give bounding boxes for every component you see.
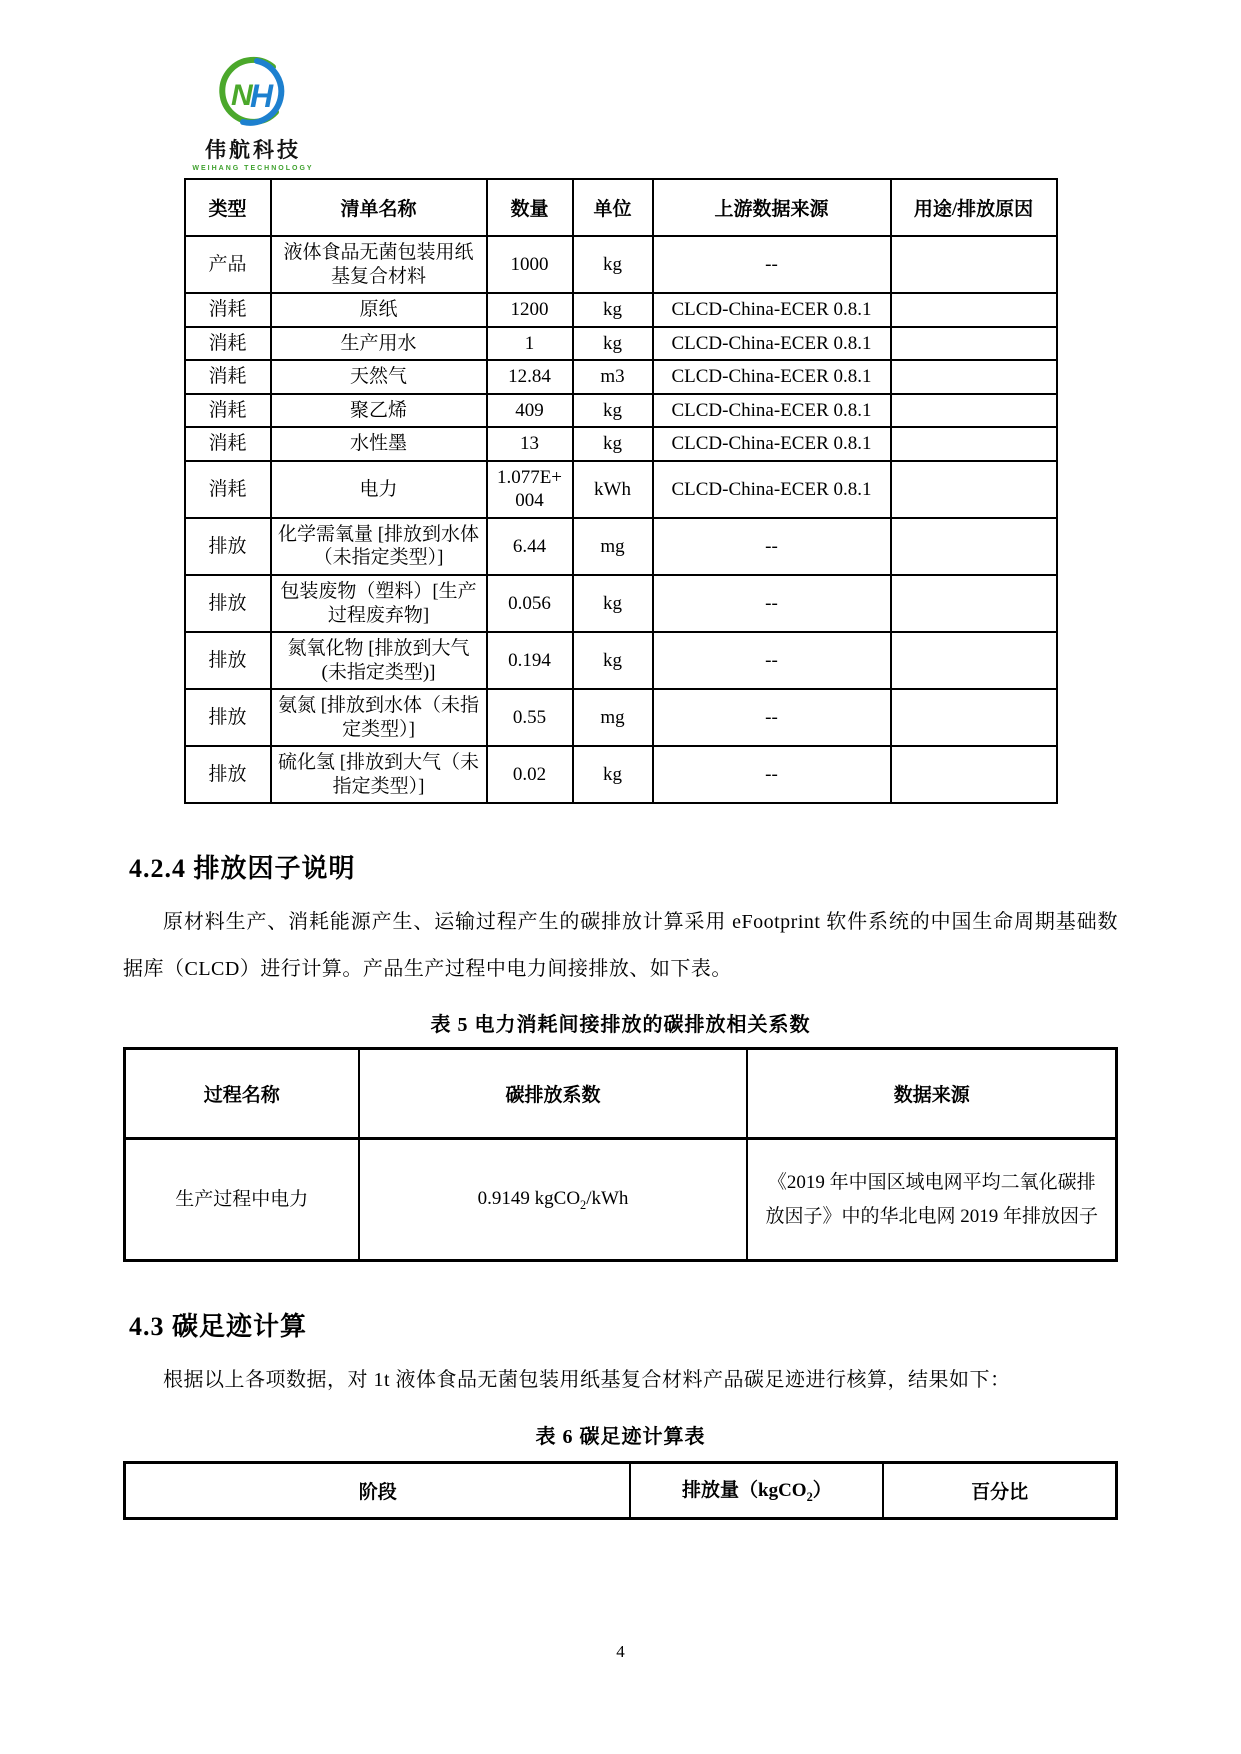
- cell-name: 包装废物（塑料）[生产过程废弃物]: [271, 575, 487, 632]
- cell-unit: mg: [573, 518, 653, 575]
- cell-unit: kg: [573, 394, 653, 428]
- inventory-header-row: [185, 179, 1057, 236]
- cell-name: 电力: [271, 461, 487, 518]
- cell-name: 天然气: [271, 360, 487, 394]
- col-header-stage: 阶段: [125, 1462, 631, 1518]
- col-header-purpose: 用途/排放原因: [891, 179, 1057, 236]
- cell-unit: kg: [573, 575, 653, 632]
- table-row: [185, 746, 1057, 803]
- table-row: [185, 689, 1057, 746]
- cell-qty: 0.02: [487, 746, 573, 803]
- cell-type: 消耗: [185, 360, 271, 394]
- cell-type: 产品: [185, 236, 271, 293]
- table-row: [185, 394, 1057, 428]
- cell-source: --: [653, 689, 891, 746]
- factor-unit: /kWh: [586, 1188, 629, 1210]
- col-header-emission: [630, 1462, 883, 1518]
- inventory-table: [184, 178, 1058, 804]
- cell-name: 原纸: [271, 293, 487, 327]
- cell-process: 生产过程中电力: [125, 1139, 359, 1261]
- table-row: [185, 293, 1057, 327]
- cell-name: 硫化氢 [排放到大气（未指定类型）]: [271, 746, 487, 803]
- cell-source: CLCD-China-ECER 0.8.1: [653, 327, 891, 361]
- cell-purpose: [891, 632, 1057, 689]
- cell-source: CLCD-China-ECER 0.8.1: [653, 427, 891, 461]
- col-header-process: 过程名称: [125, 1049, 359, 1139]
- company-name-cn: 伟航科技: [205, 139, 301, 162]
- table-row: [185, 360, 1057, 394]
- cell-type: 排放: [185, 518, 271, 575]
- cell-qty: 0.056: [487, 575, 573, 632]
- cell-type: 消耗: [185, 394, 271, 428]
- cell-name: 氮氧化物 [排放到大气(未指定类型)]: [271, 632, 487, 689]
- cell-type: 消耗: [185, 427, 271, 461]
- cell-unit: kg: [573, 427, 653, 461]
- cell-unit: kg: [573, 632, 653, 689]
- table-row: [185, 518, 1057, 575]
- cell-qty: 0.55: [487, 689, 573, 746]
- col-header-name: 清单名称: [271, 179, 487, 236]
- cell-type: 消耗: [185, 327, 271, 361]
- cell-purpose: [891, 293, 1057, 327]
- cell-source: CLCD-China-ECER 0.8.1: [653, 461, 891, 518]
- cell-purpose: [891, 327, 1057, 361]
- cell-name: 水性墨: [271, 427, 487, 461]
- col-header-qty: 数量: [487, 179, 573, 236]
- cell-qty: 1200: [487, 293, 573, 327]
- cell-unit: kWh: [573, 461, 653, 518]
- cell-factor: [359, 1139, 748, 1261]
- cell-qty: 6.44: [487, 518, 573, 575]
- section-heading-424: 4.2.4 排放因子说明: [129, 854, 356, 884]
- cell-name: 氨氮 [排放到水体（未指定类型）]: [271, 689, 487, 746]
- table-row: [185, 427, 1057, 461]
- cell-qty: 1: [487, 327, 573, 361]
- cell-source: --: [653, 236, 891, 293]
- factor-subscript: 2: [580, 1198, 587, 1213]
- cell-type: 排放: [185, 632, 271, 689]
- col-header-type: 类型: [185, 179, 271, 236]
- emission-label-close: ）: [812, 1480, 832, 1502]
- cell-qty: 409: [487, 394, 573, 428]
- factor-value: 0.9149 kgCO: [477, 1188, 581, 1210]
- footprint-table: [123, 1461, 1118, 1520]
- cell-name: 化学需氧量 [排放到水体（未指定类型）]: [271, 518, 487, 575]
- page-number: 4: [616, 1642, 625, 1661]
- col-header-source: 上游数据来源: [653, 179, 891, 236]
- cell-purpose: [891, 575, 1057, 632]
- paragraph-43: 根据以上各项数据，对 1t 液体食品无菌包装用纸基复合材料产品碳足迹进行核算，结果如下：: [163, 1369, 1011, 1392]
- col-header-unit: 单位: [573, 179, 653, 236]
- cell-type: 消耗: [185, 461, 271, 518]
- cell-type: 消耗: [185, 293, 271, 327]
- cell-qty: 1000: [487, 236, 573, 293]
- cell-qty: 13: [487, 427, 573, 461]
- table-row: [125, 1139, 1117, 1261]
- cell-name: 聚乙烯: [271, 394, 487, 428]
- cell-type: 排放: [185, 689, 271, 746]
- cell-purpose: [891, 746, 1057, 803]
- cell-purpose: [891, 394, 1057, 428]
- table-row: [185, 632, 1057, 689]
- cell-qty: 1.077E+004: [487, 461, 573, 518]
- cell-source: --: [653, 746, 891, 803]
- cell-name: 液体食品无菌包装用纸基复合材料: [271, 236, 487, 293]
- table-row: [185, 461, 1057, 518]
- emission-factor-table: [123, 1047, 1118, 1262]
- col-header-factor: 碳排放系数: [359, 1049, 748, 1139]
- svg-text:H: H: [250, 78, 274, 114]
- cell-unit: m3: [573, 360, 653, 394]
- emission-label: 排放量（kgCO: [682, 1480, 807, 1502]
- cell-unit: kg: [573, 236, 653, 293]
- col-header-datasource: 数据来源: [747, 1049, 1116, 1139]
- cell-qty: 0.194: [487, 632, 573, 689]
- cell-purpose: [891, 461, 1057, 518]
- table5-caption: 表 5 电力消耗间接排放的碳排放相关系数: [430, 1014, 811, 1037]
- footprint-header-row: [125, 1462, 1117, 1518]
- emission-subscript: 2: [806, 1489, 813, 1504]
- cell-purpose: [891, 360, 1057, 394]
- company-logo: [178, 55, 328, 172]
- section-heading-43: 4.3 碳足迹计算: [129, 1312, 308, 1342]
- svg-text:N: N: [231, 79, 253, 112]
- cell-source: CLCD-China-ECER 0.8.1: [653, 293, 891, 327]
- cell-purpose: [891, 427, 1057, 461]
- factor-header-row: [125, 1049, 1117, 1139]
- cell-unit: kg: [573, 293, 653, 327]
- table-row: [185, 575, 1057, 632]
- logo-mark-icon: [213, 55, 293, 133]
- cell-purpose: [891, 518, 1057, 575]
- cell-source: CLCD-China-ECER 0.8.1: [653, 394, 891, 428]
- cell-type: 排放: [185, 746, 271, 803]
- cell-purpose: [891, 236, 1057, 293]
- cell-source: CLCD-China-ECER 0.8.1: [653, 360, 891, 394]
- cell-unit: kg: [573, 327, 653, 361]
- table6-caption: 表 6 碳足迹计算表: [535, 1425, 706, 1448]
- paragraph-424: 原材料生产、消耗能源产生、运输过程产生的碳排放计算采用 eFootprint 软件系统的中国生命周期基础数据库（CLCD）进行计算。产品生产过程中电力间接排放、如下表。: [123, 911, 1118, 980]
- company-name-en: WEIHANG TECHNOLOGY: [192, 165, 314, 172]
- cell-type: 排放: [185, 575, 271, 632]
- cell-unit: mg: [573, 689, 653, 746]
- cell-datasource: 《2019 年中国区域电网平均二氧化碳排放因子》中的华北电网 2019 年排放因子: [747, 1139, 1116, 1261]
- col-header-percent: 百分比: [883, 1462, 1116, 1518]
- cell-source: --: [653, 518, 891, 575]
- cell-source: --: [653, 575, 891, 632]
- cell-name: 生产用水: [271, 327, 487, 361]
- table-row: [185, 236, 1057, 293]
- cell-qty: 12.84: [487, 360, 573, 394]
- cell-purpose: [891, 689, 1057, 746]
- cell-unit: kg: [573, 746, 653, 803]
- table-row: [185, 327, 1057, 361]
- cell-source: --: [653, 632, 891, 689]
